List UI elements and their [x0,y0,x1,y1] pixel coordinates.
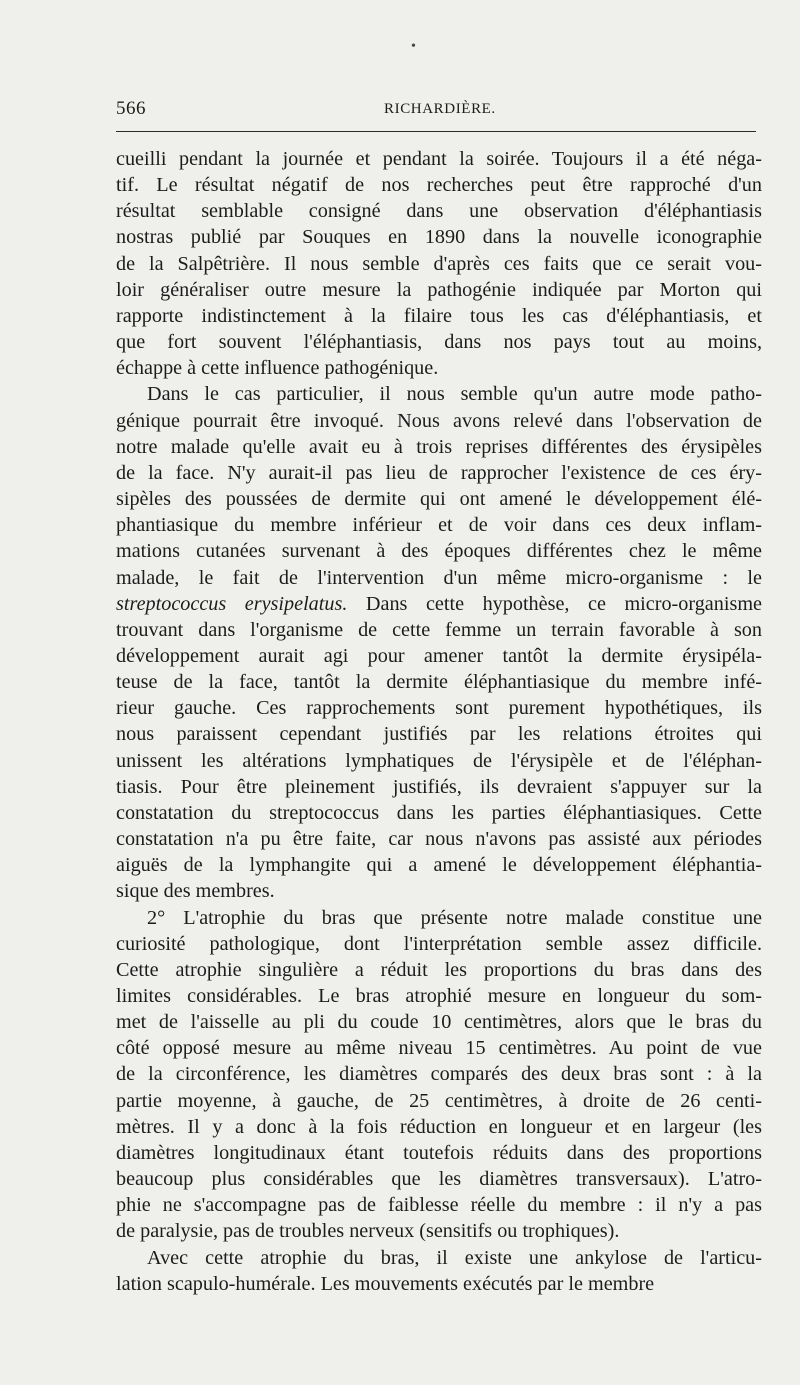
text-line: mations cutanées survenant à des époques différentes chez le même [116,540,762,563]
text-line: Dans le cas particulier, il nous semble qu'un autre mode patho- [147,383,762,406]
text-line: nous paraissent cependant justifiés par les relations étroites qui [116,723,762,746]
running-head: RICHARDIÈRE. [384,101,496,117]
text-line: mètres. Il y a donc à la fois réduction en longueur et en largeur (les [116,1115,762,1138]
text-line: résultat semblable consigné dans une observation d'éléphantiasis [116,200,762,223]
text-line: côté opposé mesure au même niveau 15 centimètres. Au point de vue [116,1037,762,1060]
text-line: constatation n'a pu être faite, car nous n'avons pas assisté aux périodes [116,828,762,851]
text-line: unissent les altérations lymphatiques de l'érysipèle et de l'éléphan- [116,749,762,772]
paragraph [116,146,762,381]
text-line: constatation du streptococcus dans les parties éléphantiasiques. Cette [116,801,762,824]
text-line: de la Salpêtrière. Il nous semble d'après ces faits que ce serait vou- [116,252,762,275]
text-line: 2° L'atrophie du bras que présente notre malade constitue une [147,906,762,929]
text-line: de paralysie, pas de troubles nerveux (sensitifs ou trophiques). [116,1220,620,1243]
paragraph [116,905,762,1245]
text-line: limites considérables. Le bras atrophié mesure en longueur du som- [116,985,762,1007]
text-line: malade, le fait de l'intervention d'un même micro-organisme : le [116,566,762,589]
text-line: sipèles des poussées de dermite qui ont amené le développement élé- [116,488,762,511]
text-line: tif. Le résultat négatif de nos recherches peut être rapproché d'un [116,174,762,197]
text-line: diamètres longitudinaux étant toutefois réduits dans des proportions [116,1141,762,1164]
paragraph [116,381,762,904]
paragraph [116,1245,762,1297]
italic-term: streptococcus erysipelatus. [116,592,348,615]
text-line: Avec cette atrophie du bras, il existe une ankylose de l'articu- [147,1246,762,1269]
text-line: met de l'aisselle au pli du coude 10 centimètres, alors que le bras du [116,1011,762,1034]
text-line: beaucoup plus considérables que les diamètres transversaux). L'atro- [116,1168,762,1191]
text-line: rapporte indistinctement à la filaire tous les cas d'éléphantiasis, et [116,304,762,327]
text-line: tiasis. Pour être pleinement justifiés, ils devraient s'appuyer sur la [116,775,762,798]
text-line: rieur gauche. Ces rapprochements sont purement hypothétiques, ils [116,697,762,720]
text-line: échappe à cette influence pathogénique. [116,357,439,380]
text-line: phantiasique du membre inférieur et de voir dans ces deux inflam- [116,514,762,537]
text-line [116,591,762,617]
text-line: génique pourrait être invoqué. Nous avons relevé dans l'observation de [116,409,762,432]
text-line: que fort souvent l'éléphantiasis, dans nos pays tout au moins, [116,331,762,354]
body-text [116,146,762,1297]
text-line: aiguës de la lymphangite qui a amené le développement éléphantia- [116,854,762,877]
text-line: développement aurait agi pour amener tantôt la dermite érysipéla- [116,644,762,667]
header-rule [116,131,756,132]
text-line: de la circonférence, les diamètres comparés des deux bras sont : à la [116,1063,762,1086]
text-line: notre malade qu'elle avait eu à trois reprises différentes des érysipèles [116,435,762,458]
ink-speck: • [411,39,416,54]
page-header [116,98,756,128]
text-line: partie moyenne, à gauche, de 25 centimètres, à droite de 26 centi- [116,1089,762,1112]
text-line: sique des membres. [116,880,275,903]
text-line: trouvant dans l'organisme de cette femme un terrain favorable à son [116,618,762,641]
text-line: phie ne s'accompagne pas de faiblesse réelle du membre : il n'y a pas [116,1194,762,1217]
text-line: teuse de la face, tantôt la dermite éléphantiasique du membre infé- [116,671,762,694]
text-line: Cette atrophie singulière a réduit les proportions du bras dans des [116,958,762,981]
text-line: loir généraliser outre mesure la pathogénie indiquée par Morton qui [116,278,762,301]
page-number: 566 [116,98,146,119]
text-line: curiosité pathologique, dont l'interprétation semble assez difficile. [116,932,762,955]
text-line: cueilli pendant la journée et pendant la soirée. Toujours il a été néga- [116,148,762,170]
line-continuation: Dans cette hypothèse, ce micro-organisme [347,592,762,615]
text-line: de la face. N'y aurait-il pas lieu de rapprocher l'existence de ces éry- [116,461,762,484]
text-line: nostras publié par Souques en 1890 dans la nouvelle iconographie [116,226,762,249]
text-line: lation scapulo-humérale. Les mouvements exécutés par le membre [116,1272,655,1295]
